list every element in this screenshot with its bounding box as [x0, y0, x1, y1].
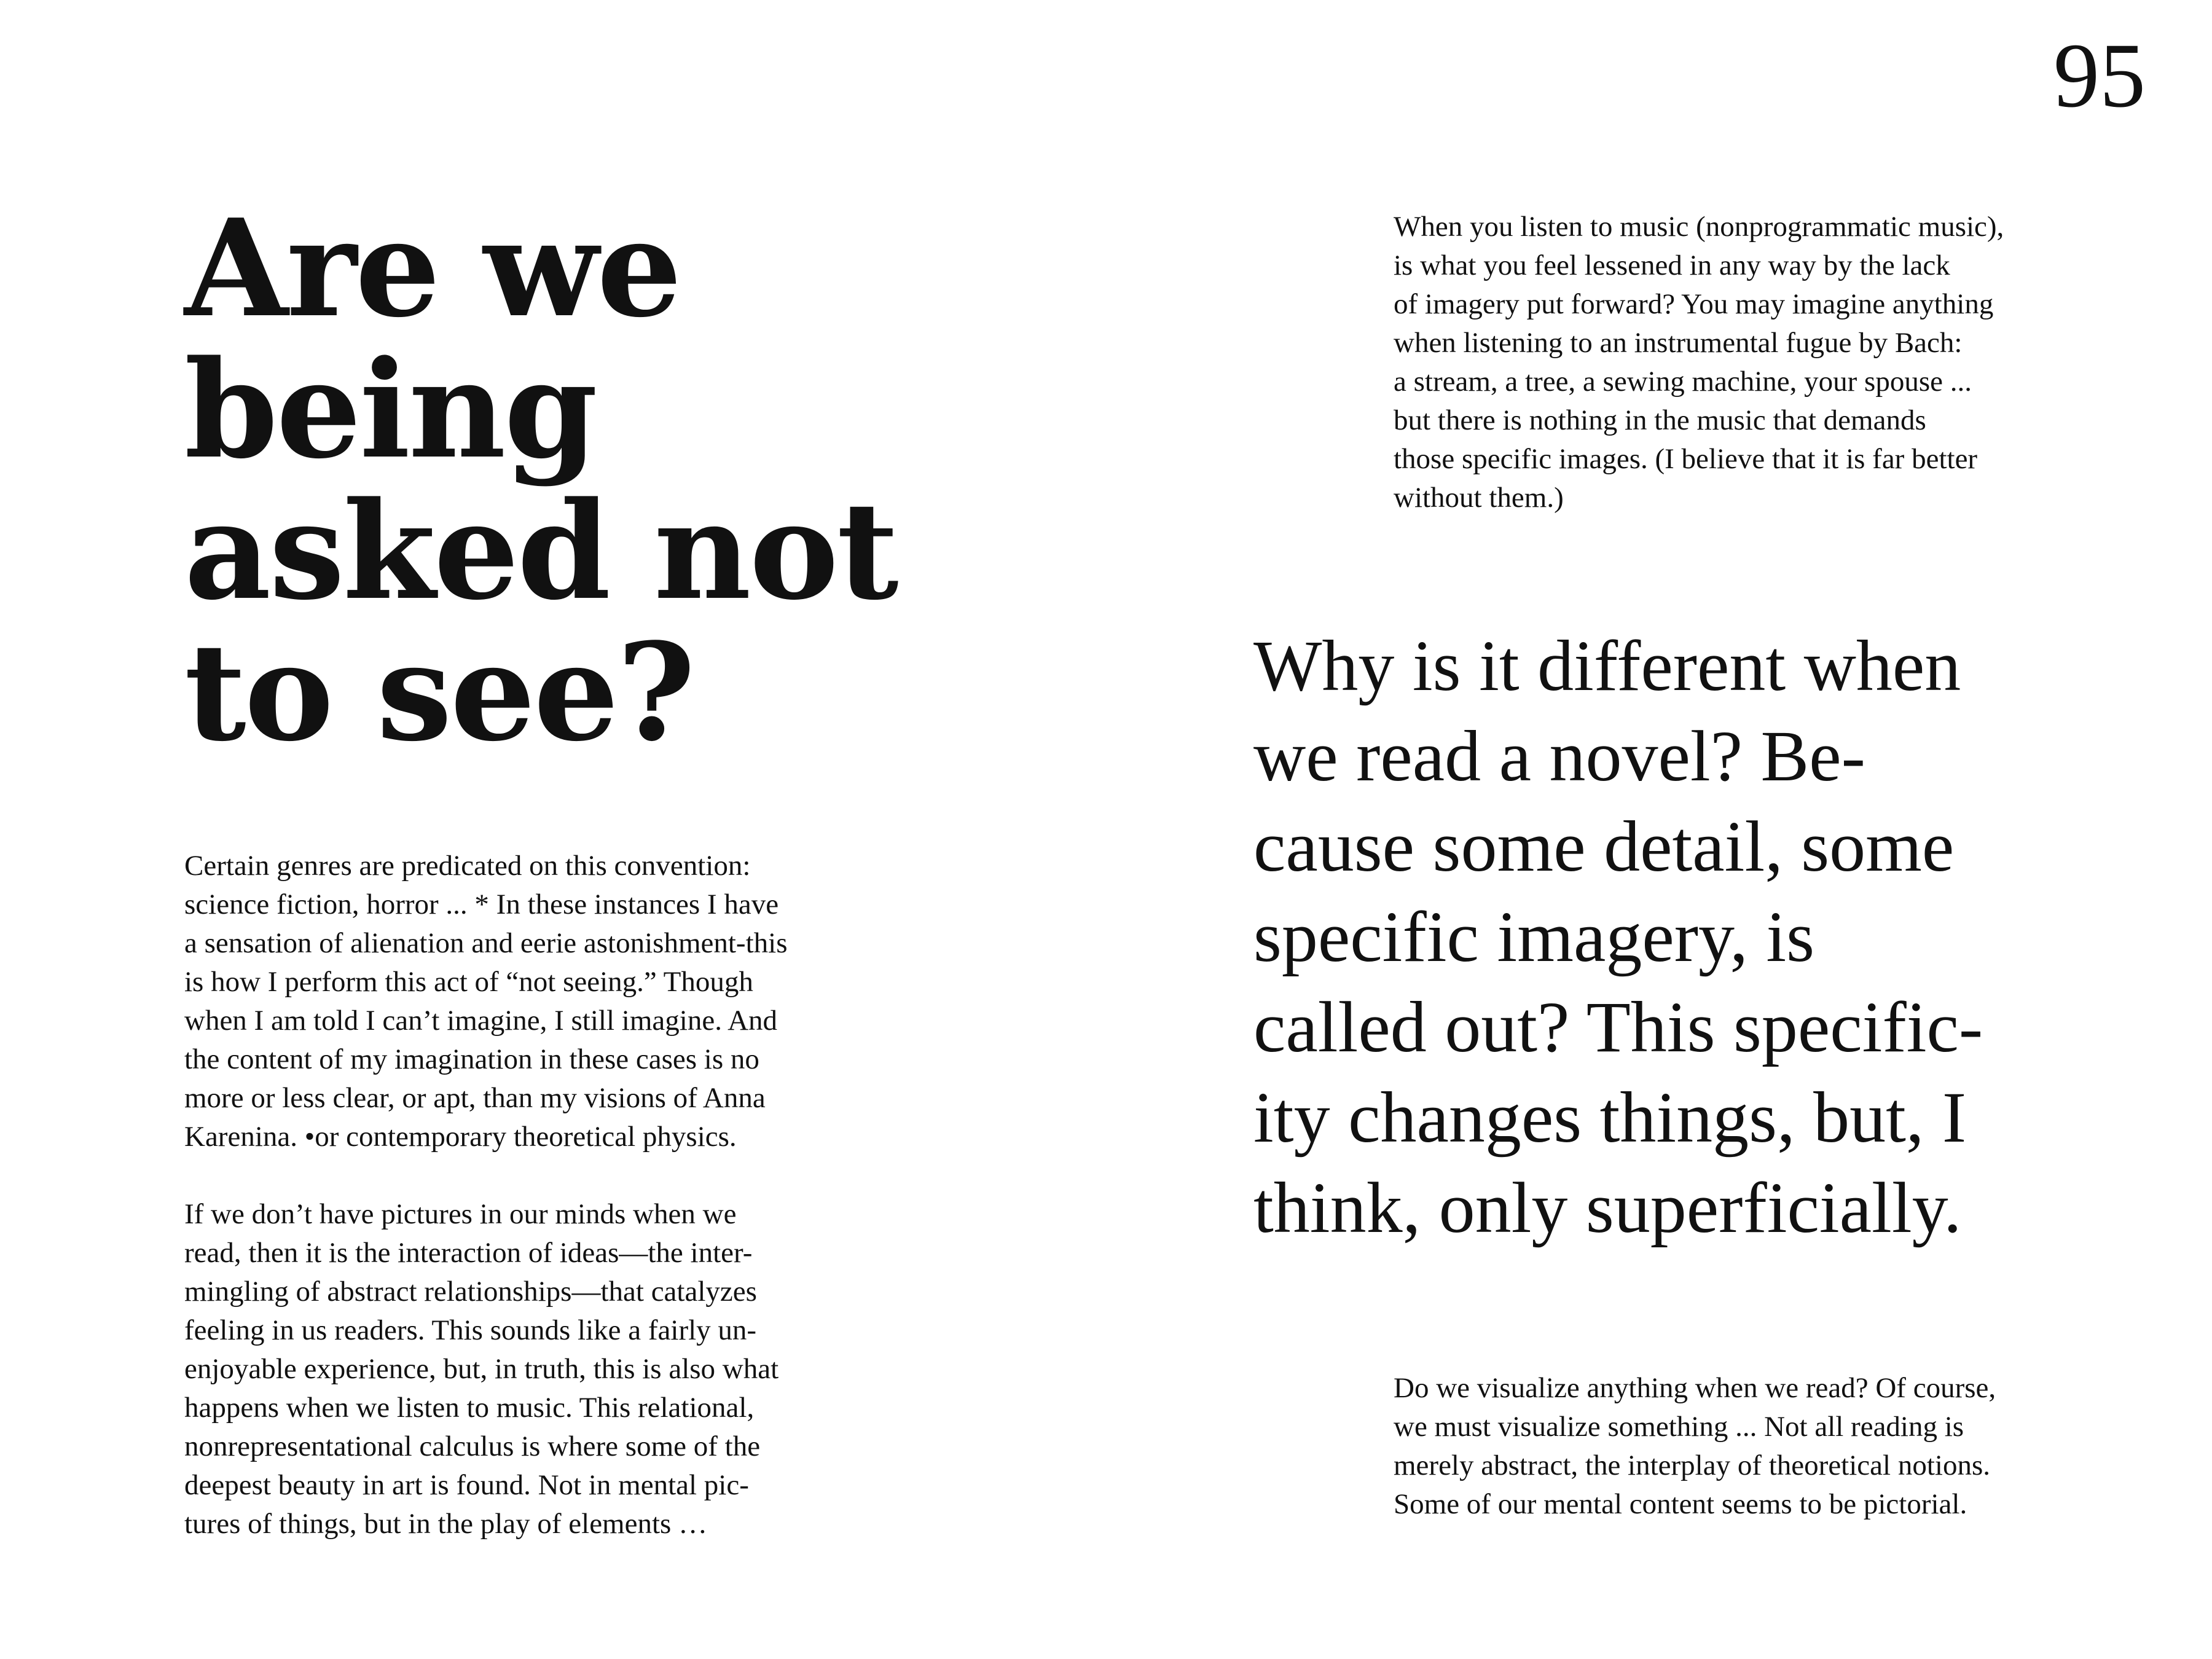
left-paragraph-genres: Certain genres are predicated on this convention: science fiction, horror ... * In these instances I have a sensation of alienation and eerie astonishment-this is how I perform this act of “not seeing.” Though when I am told I can’t imagine, I still imagine. And the content of my imagination in these cases is no more or less clear, or apt, than my visions of Anna Karenina. •or contemporary theoretical physics.	[184, 850, 788, 1153]
page-number: 95	[2053, 25, 2146, 127]
headline: Are we being asked not to see?	[184, 190, 897, 771]
right-paragraph-music: When you listen to music (nonprogrammatic music), is what you feel lessened in any way by the lack of imagery put forward? You may imagine anything when listening to an instrumental fugue by Bach: a stream, a tree, a sewing machine, your spouse ... but there is nothing in the music that demands those specific images. (I believe that it is far better without them.)	[1394, 211, 2004, 514]
left-paragraph-pictures: If we don’t have pictures in our minds when we read, then it is the interaction of ideas—the inter- mingling of abstract relationships—that catalyzes feeling in us readers. This sounds like a fairly un- enjoyable experience, but, in truth, this is also what happens when we listen to music. This relational, nonrepresentational calculus is where some of the deepest beauty in art is found. Not in mental pic- tures of things, but in the play of elements …	[184, 1198, 779, 1540]
pull-quote: Why is it different when we read a novel? Be- cause some detail, some specific imagery, is called out? This specific- ity changes things, but, I think, only superficially.	[1253, 626, 1983, 1248]
right-paragraph-visualize: Do we visualize anything when we read? Of course, we must visualize something ... Not all reading is merely abstract, the interplay of theoretical notions. Some of our mental content seems to be pictorial.	[1394, 1372, 1996, 1520]
